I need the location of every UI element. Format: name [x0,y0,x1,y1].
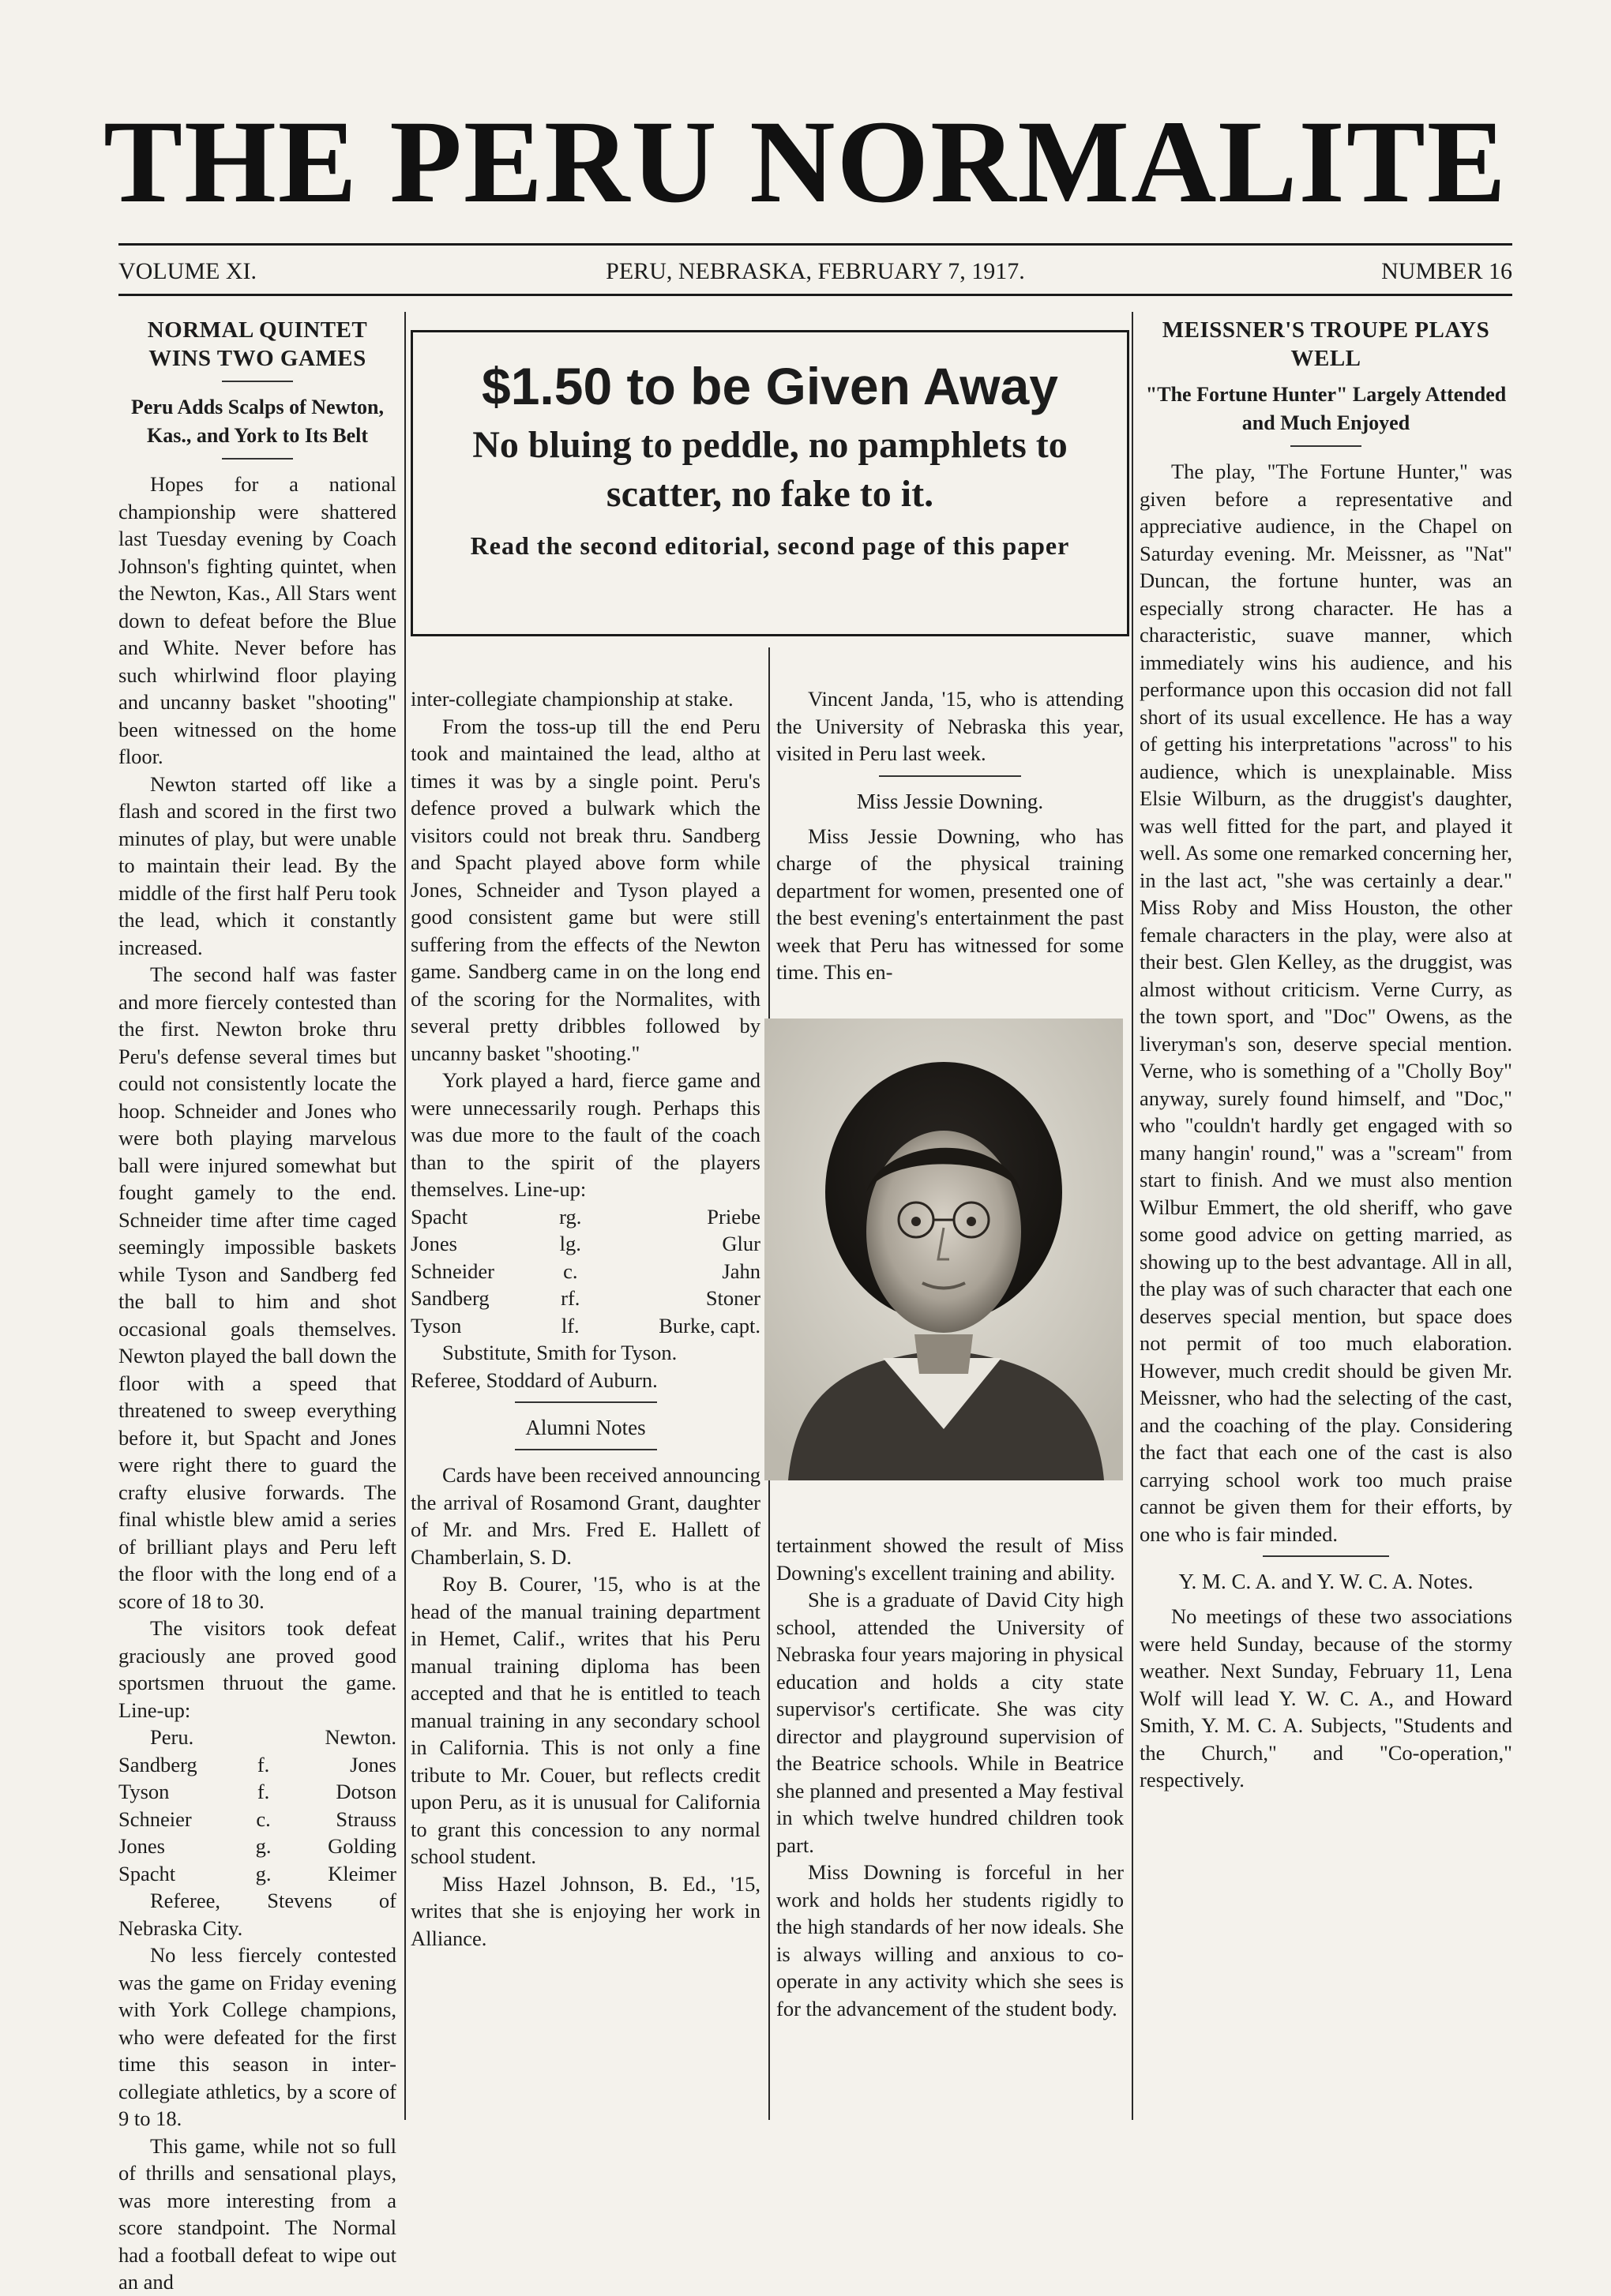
article-paragraph: Vincent Janda, '15, who is attending the University of Nebraska this year, visited in Peru last week. [776,687,1124,765]
lineup-cell: Tyson [411,1313,462,1337]
portrait-photo [764,1019,1123,1480]
giveaway-headline: $1.50 to be Given Away [482,357,1058,415]
divider [1290,445,1361,447]
article-paragraph: The second half was faster and more fiercely contested than the first. Newton broke thru Peru's defense several times but could not consistently locate the hoop. Schneider and Jones who were both playing marvelous ball were injured somewhat but fought gamely to the end. Schneider time after time caged seemingly impossible baskets while Tyson and Sandberg fed the ball to him and shot occasional goals themselves. Newton played the ball down the floor with a speed that threatened to sweep everything before it, but Spacht and Jones were right there to guard the crafty elusive forwards. The final whistle blew amid a series of brilliant plays and Peru left the floor with the long end of a score of 18 to 30. [118,962,396,1613]
lineup-table-york [411,1203,760,1340]
article-paragraph: The visitors took defeat graciously ane proved good sportsmen thruout the game. Line-up: [118,1616,396,1722]
table-row [411,1230,760,1258]
subhead-basketball: Peru Adds Scalps of Newton, Kas., and York to Its Belt [131,396,384,447]
place-date: PERU, NEBRASKA, FEBRUARY 7, 1917. [606,258,1025,284]
article-paragraph: inter-collegiate championship at stake. [411,687,734,711]
article-paragraph: Roy B. Courer, '15, who is at the head of the manual training department in Hemet, Calif., writes that his Peru manual training diploma has been accepted and that he is entitled to teach manual training in any secondary school in California. This is not only a fine tribute to Mr. Couer, but reflects credit upon Peru, as it is unusual for California to grant this concession to any normal school student. [411,1572,760,1868]
lineup-cell: g. [255,1861,272,1885]
lineup-cell: Stoner [705,1286,760,1310]
headline-play: MEISSNER'S TROUPE PLAYS WELL [1162,317,1490,371]
column-rule-3 [1132,312,1133,2120]
article-paragraph: No meetings of these two associations were held Sunday, because of the stormy weather. Next Sunday, February 11, Lena Wolf will lead Y. W. C. A., and Howard Smith, Y. M. C. A. Subjects, "Students and the Church," and "Co-operation," respectively. [1140,1604,1512,1791]
table-row [411,1312,760,1340]
giveaway-subline: No bluing to peddle, no pamphlets to scatter, no fake to it. [472,424,1068,515]
article-paragraph: From the toss-up till the end Peru took and maintained the lead, altho at times it was by a single point. Peru's defence proved a bulwark which the visitors could not break thru. Sandberg and Spacht played above form while Jones, Schneider and Tyson played a good consistent game but were still suffering from the effects of the Newton game. Sandberg came in on the long end of the scoring for the Normalites, with several pretty dribbles followed by uncanny basket "shooting." [411,714,760,1065]
subhead-play: "The Fortune Hunter" Largely Attended and Much Enjoyed [1145,383,1507,434]
article-paragraph: She is a graduate of David City high school, attended the University of Nebraska four years majoring in physical education and holds a city state supervisor's certificate. She was city director and playground supervision of the Beatrice schools. While in Beatrice she planned and presented a May festival in which twelve hundred children took part. [776,1588,1124,1857]
lineup-cell: lg. [559,1232,581,1255]
lineup-cell: Jones [350,1752,396,1776]
divider [1263,1555,1389,1557]
lineup-cell: Golding [328,1834,396,1858]
article-paragraph: Miss Jessie Downing, who has charge of the physical training department for women, presented one of the best evening's entertainment the past week that Peru has witnessed for some time. This en- [776,823,1124,984]
divider [515,1401,657,1403]
lineup-cell: Sandberg [411,1286,490,1310]
lineup-cell: Dotson [336,1780,396,1803]
table-row [118,1833,396,1860]
divider [222,458,293,460]
lineup-cell [250,1724,276,1751]
table-row [118,1778,396,1806]
article-paragraph: Miss Downing is forceful in her work and holds her students rigidly to the high standards of her now ideals. She is always willing and anxious to co-operate in any activity which she sees is for the advancement of the student body. [776,1860,1124,2020]
masthead-title: THE PERU NORMALITE [103,96,1508,227]
lineup-cell: lf. [561,1313,580,1337]
lineup-cell: c. [256,1806,271,1831]
article-paragraph: Referee, Stoddard of Auburn. [411,1367,658,1392]
article-paragraph: Newton started off like a flash and scored in the first two minutes of play, but were unable to maintain their lead. By the middle of the first half Peru took the lead, which it constantly increased. [118,771,396,959]
masthead-rule-top [118,243,1512,246]
lineup-cell: Tyson [118,1780,170,1803]
ymca-heading: Y. M. C. A. and Y. W. C. A. Notes. [1178,1570,1474,1593]
portrait-image [764,1019,1123,1480]
lineup-cell: Newton. [325,1725,396,1749]
column-1 [118,316,396,2294]
article-paragraph: Referee, Stevens of Nebraska City. [118,1889,396,1940]
divider [515,1449,657,1450]
table-row [411,1203,760,1231]
column-3-bottom [776,1532,1124,2124]
lineup-cell: Burke, capt. [659,1313,760,1337]
masthead-rule-bottom [118,294,1512,296]
lineup-header [118,1724,396,1751]
issue-number: NUMBER 16 [1381,258,1512,284]
table-row [118,1860,396,1888]
article-paragraph: tertainment showed the result of Miss Downing's excellent training and ability. [776,1533,1124,1585]
dateline [118,256,1512,287]
lineup-cell: Spacht [118,1861,176,1885]
lineup-cell: Schneier [118,1806,192,1831]
lineup-cell: Priebe [707,1204,760,1229]
article-paragraph: Miss Hazel Johnson, B. Ed., '15, writes that she is enjoying her work in Alliance. [411,1871,760,1950]
lineup-cell: Spacht [411,1204,468,1229]
lineup-cell: f. [257,1752,270,1776]
column-4 [1140,316,1512,2124]
divider [222,381,293,382]
downing-heading: Miss Jessie Downing. [856,789,1044,813]
article-paragraph: Substitute, Smith for Tyson. [442,1341,678,1364]
giveaway-instruction: Read the second editorial, second page of this paper [470,531,1070,560]
lineup-cell: c. [563,1259,578,1283]
lineup-cell: f. [257,1780,270,1803]
headline-basketball: NORMAL QUINTET WINS TWO GAMES [147,317,368,371]
table-row [118,1806,396,1833]
lineup-cell: Jahn [722,1259,760,1283]
article-paragraph: Cards have been received announcing the arrival of Rosamond Grant, daughter of Mr. and Mrs. Fred E. Hallett of Chamberlain, S. D. [411,1463,760,1569]
column-2 [411,685,760,2122]
divider [879,775,1021,777]
lineup-cell: Strauss [336,1806,396,1831]
lineup-cell: Jones [411,1232,457,1255]
article-paragraph: This game, while not so full of thrills and sensational plays, was more interesting from a score standpoint. The Normal had a football defeat to wipe out an and [118,2133,396,2294]
alumni-notes-heading: Alumni Notes [525,1416,646,1439]
article-paragraph: York played a hard, fierce game and were unnecessarily rough. Perhaps this was due more to the fault of the coach than to the spirit of the players themselves. Line-up: [411,1068,760,1201]
lineup-cell: Schneider [411,1259,494,1283]
table-row [411,1258,760,1285]
lineup-cell: g. [255,1834,272,1858]
lineup-cell: rg. [559,1204,582,1229]
table-row [411,1285,760,1312]
column-3-top [776,685,1124,1009]
lineup-cell: Sandberg [118,1752,197,1776]
lineup-cell: Jones [118,1834,165,1858]
giveaway-notice-box [411,330,1129,636]
volume-label: VOLUME XI. [118,258,257,284]
lineup-cell: Glur [722,1232,760,1255]
article-paragraph: Hopes for a national championship were shattered last Tuesday evening by Coach Johnson's fighting quintet, when the Newton, Kas., All Stars went down to defeat before the Blue and White. Never before has such whirlwind floor playing and uncanny basket "shooting" been witnessed on the home floor. [118,472,396,768]
lineup-cell: Kleimer [328,1861,396,1885]
article-paragraph: The play, "The Fortune Hunter," was given before a representative and appreciative audience, in the Chapel on Saturday evening. Mr. Meissner, as "Nat" Duncan, the fortune hunter, was an especially strong character. He has a characteristic, suave manner, which immediately wins his audience, and his performance upon this occasion did not fall short of its usual excellence. He has a way of getting his interpretations "across" to his audience, which is unexplainable. Miss Elsie Wilburn, as the druggist's daughter, was well fitted for the part, and played it well. As some one remarked concerning her, in the last act, "she was certainly a dear." Miss Roby and Miss Houston, the other female characters in the play, were also at their best. Glen Kelley, as the druggist, was almost without criticism. Verne Curry, as the town sport, and "Doc" Owens, as the liveryman's son, deserve special mention. Verne, who is something of a "Cholly Boy" anyway, surely found himself, and "Doc," who "couldn't hardly get engaged with so many hangin' round," was a "scream" from start to finish. And we must also mention Wilbur Emmert, the old sheriff, who gave some good advice on getting married, as showing up to the best advantage. All in all, the play was of such character that each one deserves special mention, but space does not permit of too much elaboration. However, much credit should be given Mr. Meissner, who had the selecting of the cast, and the coaching of the play. Considering the fact that each one of the cast is also carrying school work too much praise cannot be given them for their efforts, by one who is fair minded. [1140,460,1512,1546]
lineup-cell: Peru. [150,1725,194,1749]
lineup-cell: rf. [561,1286,580,1310]
column-rule-1 [404,312,406,2120]
table-row [118,1751,396,1779]
article-paragraph: No less fiercely contested was the game on Friday evening with York College champions, who were defeated for the first time this season in inter-collegiate athletics, by a score of 9 to 18. [118,1943,396,2130]
lineup-table-newton [118,1724,396,1887]
